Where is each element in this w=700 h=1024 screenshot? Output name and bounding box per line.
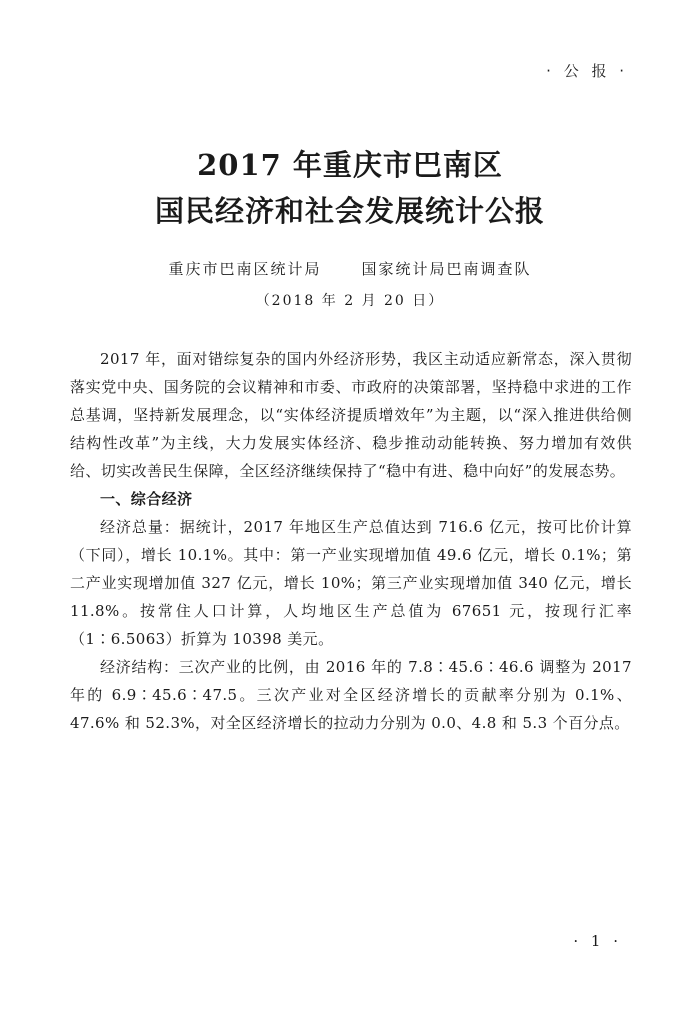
title-line-2: 国民经济和社会发展统计公报: [154, 194, 545, 228]
economic-structure-paragraph: 经济结构：三次产业的比例，由 2016 年的 7.8∶45.6∶46.6 调整为 2017 年的 6.9∶45.6∶47.5。三次产业对全区经济增长的贡献率分别为 0.1%、47.6% 和 52.3%，对全区经济增长的拉动力分别为 0.0、4.8 和 5.3 个百分点。: [70, 658, 632, 732]
section-heading: 一、综合经济: [100, 490, 193, 508]
title-line-1: 2017 年重庆市巴南区: [197, 148, 503, 182]
intro-paragraph: 2017 年，面对错综复杂的国内外经济形势，我区主动适应新常态，深入贯彻落实党中央、国务院的会议精神和市委、市政府的决策部署，坚持稳中求进的工作总基调，坚持新发展理念，以“实体经济提质增效年”为主题，以“深入推进供给侧结构性改革”为主线，大力发展实体经济、稳步推动动能转换、努力增加有效供给、切实改善民生保障，全区经济继续保持了“稳中有进、稳中向好”的发展态势。: [70, 350, 632, 480]
page-title: [0, 142, 700, 234]
page-number: · 1 ·: [573, 932, 622, 950]
section-label: · 公 报 ·: [546, 62, 628, 80]
economic-total-paragraph: 经济总量：据统计，2017 年地区生产总值达到 716.6 亿元，按可比价计算（下同），增长 10.1%。其中：第一产业实现增加值 49.6 亿元，增长 0.1%；第二产业实现增加值 327 亿元，增长 10%；第三产业实现增加值 340 亿元，增长 11.8%。按常住人口计算，人均地区生产总值为 67651 元，按现行汇率（1∶6.5063）折算为 10398 美元。: [70, 518, 632, 648]
author-org-1: 重庆市巴南区统计局: [168, 260, 322, 278]
body-text: [70, 345, 632, 737]
authors-line: [0, 258, 700, 279]
publication-date: （2018 年 2 月 20 日）: [255, 293, 445, 309]
author-org-2: 国家统计局巴南调查队: [361, 260, 532, 278]
